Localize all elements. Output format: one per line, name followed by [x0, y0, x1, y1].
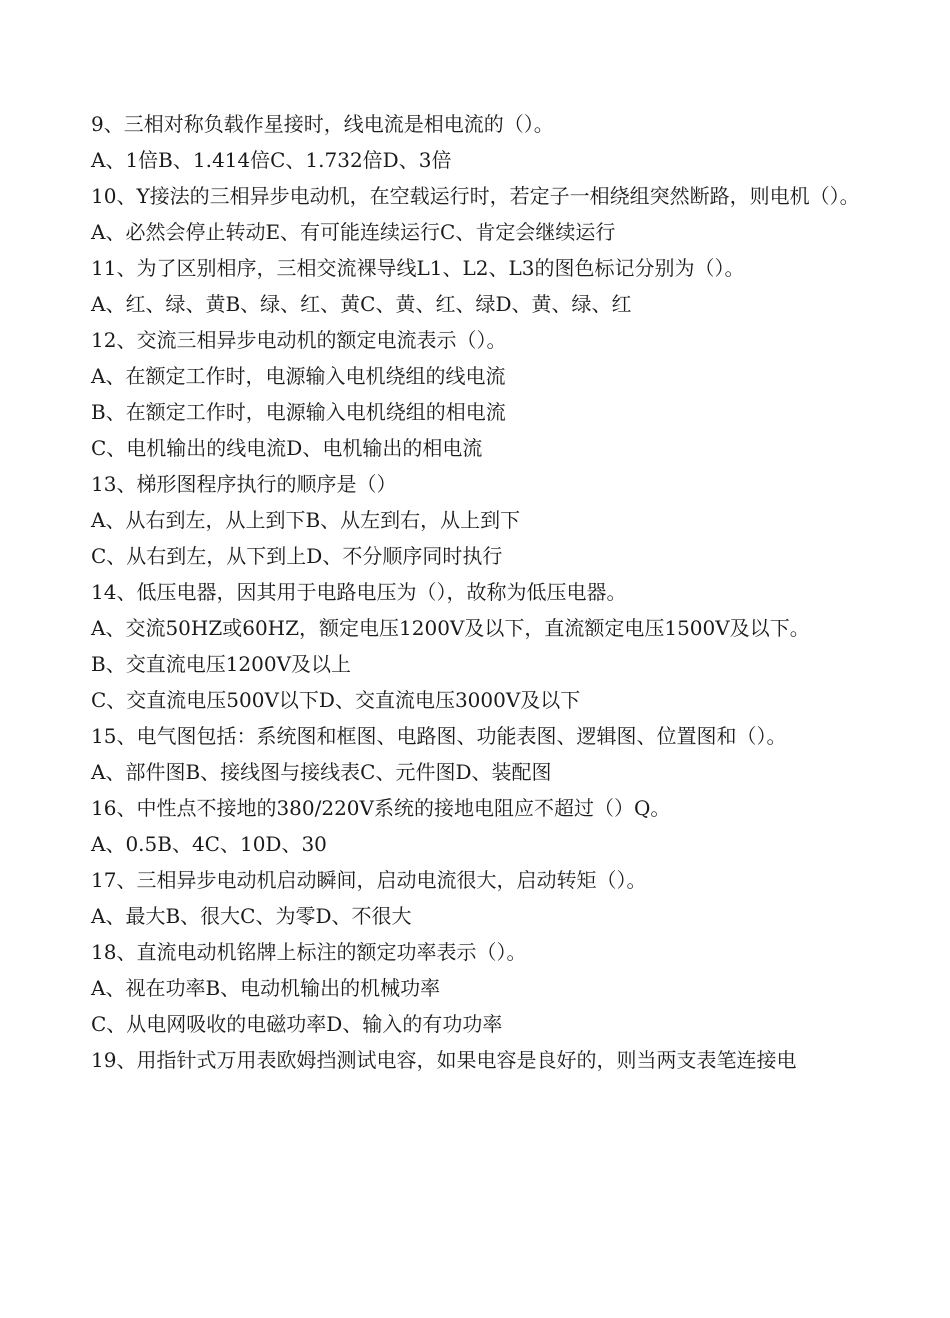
question-19: 19、用指针式万用表欧姆挡测试电容，如果电容是良好的，则当两支表笔连接电: [91, 1048, 797, 1072]
question-10-options: A、必然会停止转动E、有可能连续运行C、肯定会继续运行: [91, 220, 616, 244]
question-17-options: A、最大B、很大C、为零D、不很大: [91, 904, 412, 928]
question-18-option-c-d: C、从电网吸收的电磁功率D、输入的有功功率: [91, 1012, 503, 1036]
question-17: 17、三相异步电动机启动瞬间，启动电流很大，启动转矩（）。: [91, 868, 647, 892]
question-12: 12、交流三相异步电动机的额定电流表示（）。: [91, 328, 507, 352]
question-text-block: [91, 106, 866, 1078]
question-11-options: A、红、绿、黄B、绿、红、黄C、黄、红、绿D、黄、绿、红: [91, 292, 632, 316]
question-14-option-c-d: C、交直流电压500V以下D、交直流电压3000V及以下: [91, 688, 581, 712]
question-15: 15、电气图包括：系统图和框图、电路图、功能表图、逻辑图、位置图和（）。: [91, 724, 787, 748]
question-15-options: A、部件图B、接线图与接线表C、元件图D、装配图: [91, 760, 552, 784]
question-13-option-c-d: C、从右到左，从下到上D、不分顺序同时执行: [91, 544, 503, 568]
question-16: 16、中性点不接地的380/220V系统的接地电阻应不超过（）Q。: [91, 796, 671, 820]
question-14-option-b: B、交直流电压1200V及以上: [91, 652, 352, 676]
question-18: 18、直流电动机铭牌上标注的额定功率表示（）。: [91, 940, 527, 964]
question-12-option-a: A、在额定工作时，电源输入电机绕组的线电流: [91, 364, 506, 388]
question-18-option-a-b: A、视在功率B、电动机输出的机械功率: [91, 976, 441, 1000]
question-14: 14、低压电器，因其用于电路电压为（），故称为低压电器。: [91, 580, 627, 604]
question-11: 11、为了区别相序，三相交流裸导线L1、L2、L3的图色标记分别为（）。: [91, 256, 745, 280]
question-14-option-a: A、交流50HZ或60HZ，额定电压1200V及以下，直流额定电压1500V及以下。: [91, 616, 810, 640]
question-13-option-a-b: A、从右到左，从上到下B、从左到右，从上到下: [91, 508, 521, 532]
question-12-option-b: B、在额定工作时，电源输入电机绕组的相电流: [91, 400, 506, 424]
question-16-options: A、0.5B、4C、10D、30: [91, 832, 327, 856]
question-10: 10、Y接法的三相异步电动机，在空载运行时，若定子一相绕组突然断路，则电机（）。: [91, 184, 860, 208]
question-9: 9、三相对称负载作星接时，线电流是相电流的（）。: [91, 112, 554, 136]
question-13: 13、梯形图程序执行的顺序是（）: [91, 472, 397, 496]
question-9-options: A、1倍B、1.414倍C、1.732倍D、3倍: [91, 148, 452, 172]
question-12-option-c-d: C、电机输出的线电流D、电机输出的相电流: [91, 436, 483, 460]
